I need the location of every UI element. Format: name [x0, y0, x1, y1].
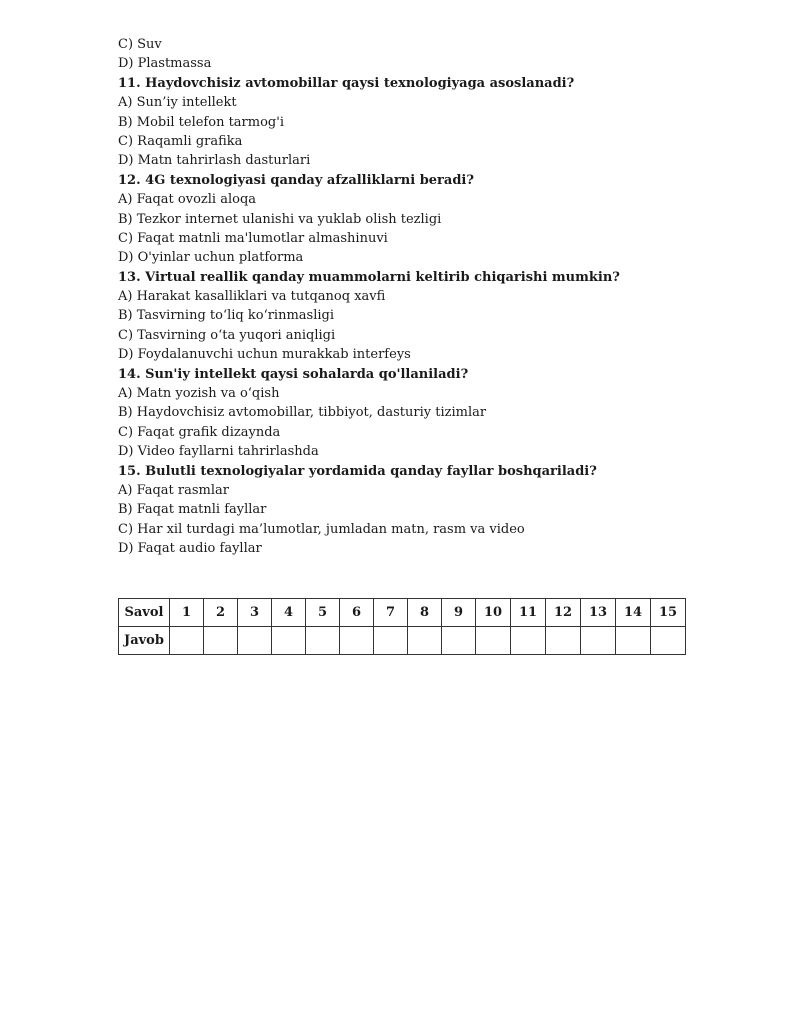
- answer-option: D) O'yinlar uchun platforma: [118, 250, 304, 266]
- question-number-cell: 1: [170, 599, 204, 627]
- answer-cell[interactable]: [476, 627, 511, 655]
- answer-cell[interactable]: [581, 627, 616, 655]
- answer-cell[interactable]: [616, 627, 651, 655]
- question-number-cell: 2: [204, 599, 238, 627]
- answer-option: C) Har xil turdagi ma’lumotlar, jumladan matn, rasm va video: [118, 521, 525, 537]
- answer-option: C) Raqamli grafika: [118, 133, 243, 149]
- answer-option: C) Faqat grafik dizaynda: [118, 424, 281, 440]
- answer-option: A) Sun’iy intellekt: [118, 95, 237, 111]
- question-number-cell: 8: [408, 599, 442, 627]
- answer-option: D) Matn tahrirlash dasturlari: [118, 153, 311, 169]
- answer-cell[interactable]: [442, 627, 476, 655]
- answer-cell[interactable]: [374, 627, 408, 655]
- question-number-cell: 13: [581, 599, 616, 627]
- answer-option: C) Tasvirning o‘ta yuqori aniqligi: [118, 327, 336, 343]
- answer-cell[interactable]: [651, 627, 686, 655]
- answer-grid: [118, 598, 686, 655]
- answer-cell[interactable]: [204, 627, 238, 655]
- question-number-cell: 9: [442, 599, 476, 627]
- answer-row: [119, 627, 686, 655]
- answer-option: A) Faqat ovozli aloqa: [118, 192, 257, 208]
- answer-option: A) Faqat rasmlar: [118, 482, 229, 498]
- answer-option: B) Tezkor internet ulanishi va yuklab olish tezligi: [118, 211, 442, 227]
- answer-option: B) Haydovchisiz avtomobillar, tibbiyot, dasturiy tizimlar: [118, 405, 487, 421]
- answer-option: D) Faqat audio fayllar: [118, 541, 262, 557]
- answer-option: B) Faqat matnli fayllar: [118, 502, 267, 518]
- answer-option: A) Matn yozish va o‘qish: [118, 386, 280, 402]
- answer-option: C) Suv: [118, 37, 162, 52]
- question-text: 14. Sun'iy intellekt qaysi sohalarda qo'llaniladi?: [118, 366, 469, 382]
- question-number-cell: 11: [511, 599, 546, 627]
- answer-option: C) Faqat matnli ma'lumotlar almashinuvi: [118, 230, 388, 246]
- question-number-cell: 3: [238, 599, 272, 627]
- answer-option: B) Tasvirning to‘liq ko‘rinmasligi: [118, 308, 334, 324]
- question-text: 15. Bulutli texnologiyalar yordamida qanday fayllar boshqariladi?: [118, 463, 597, 479]
- question-number-row: [119, 599, 686, 627]
- answer-cell[interactable]: [170, 627, 204, 655]
- question-number-cell: 4: [272, 599, 306, 627]
- question-text: 13. Virtual reallik qanday muammolarni keltirib chiqarishi mumkin?: [118, 269, 620, 285]
- answer-cell[interactable]: [306, 627, 340, 655]
- question-number-cell: 14: [616, 599, 651, 627]
- question-text: 12. 4G texnologiyasi qanday afzalliklarni beradi?: [118, 172, 474, 188]
- question-row-label: Savol: [119, 599, 170, 627]
- question-number-cell: 12: [546, 599, 581, 627]
- question-number-cell: 10: [476, 599, 511, 627]
- question-list: [118, 35, 688, 559]
- answer-cell[interactable]: [511, 627, 546, 655]
- question-number-cell: 7: [374, 599, 408, 627]
- answer-cell[interactable]: [238, 627, 272, 655]
- answer-cell[interactable]: [408, 627, 442, 655]
- answer-option: B) Mobil telefon tarmog'i: [118, 114, 284, 130]
- answer-cell[interactable]: [272, 627, 306, 655]
- question-text: 11. Haydovchisiz avtomobillar qaysi texnologiyaga asoslanadi?: [118, 75, 575, 91]
- answer-option: D) Foydalanuvchi uchun murakkab interfeys: [118, 347, 411, 363]
- question-number-cell: 6: [340, 599, 374, 627]
- answer-row-label: Javob: [119, 627, 170, 655]
- answer-option: D) Plastmassa: [118, 56, 212, 72]
- question-number-cell: 5: [306, 599, 340, 627]
- question-number-cell: 15: [651, 599, 686, 627]
- answer-cell[interactable]: [340, 627, 374, 655]
- answer-cell[interactable]: [546, 627, 581, 655]
- answer-option: D) Video fayllarni tahrirlashda: [118, 444, 319, 460]
- answer-option: A) Harakat kasalliklari va tutqanoq xavfi: [118, 289, 386, 305]
